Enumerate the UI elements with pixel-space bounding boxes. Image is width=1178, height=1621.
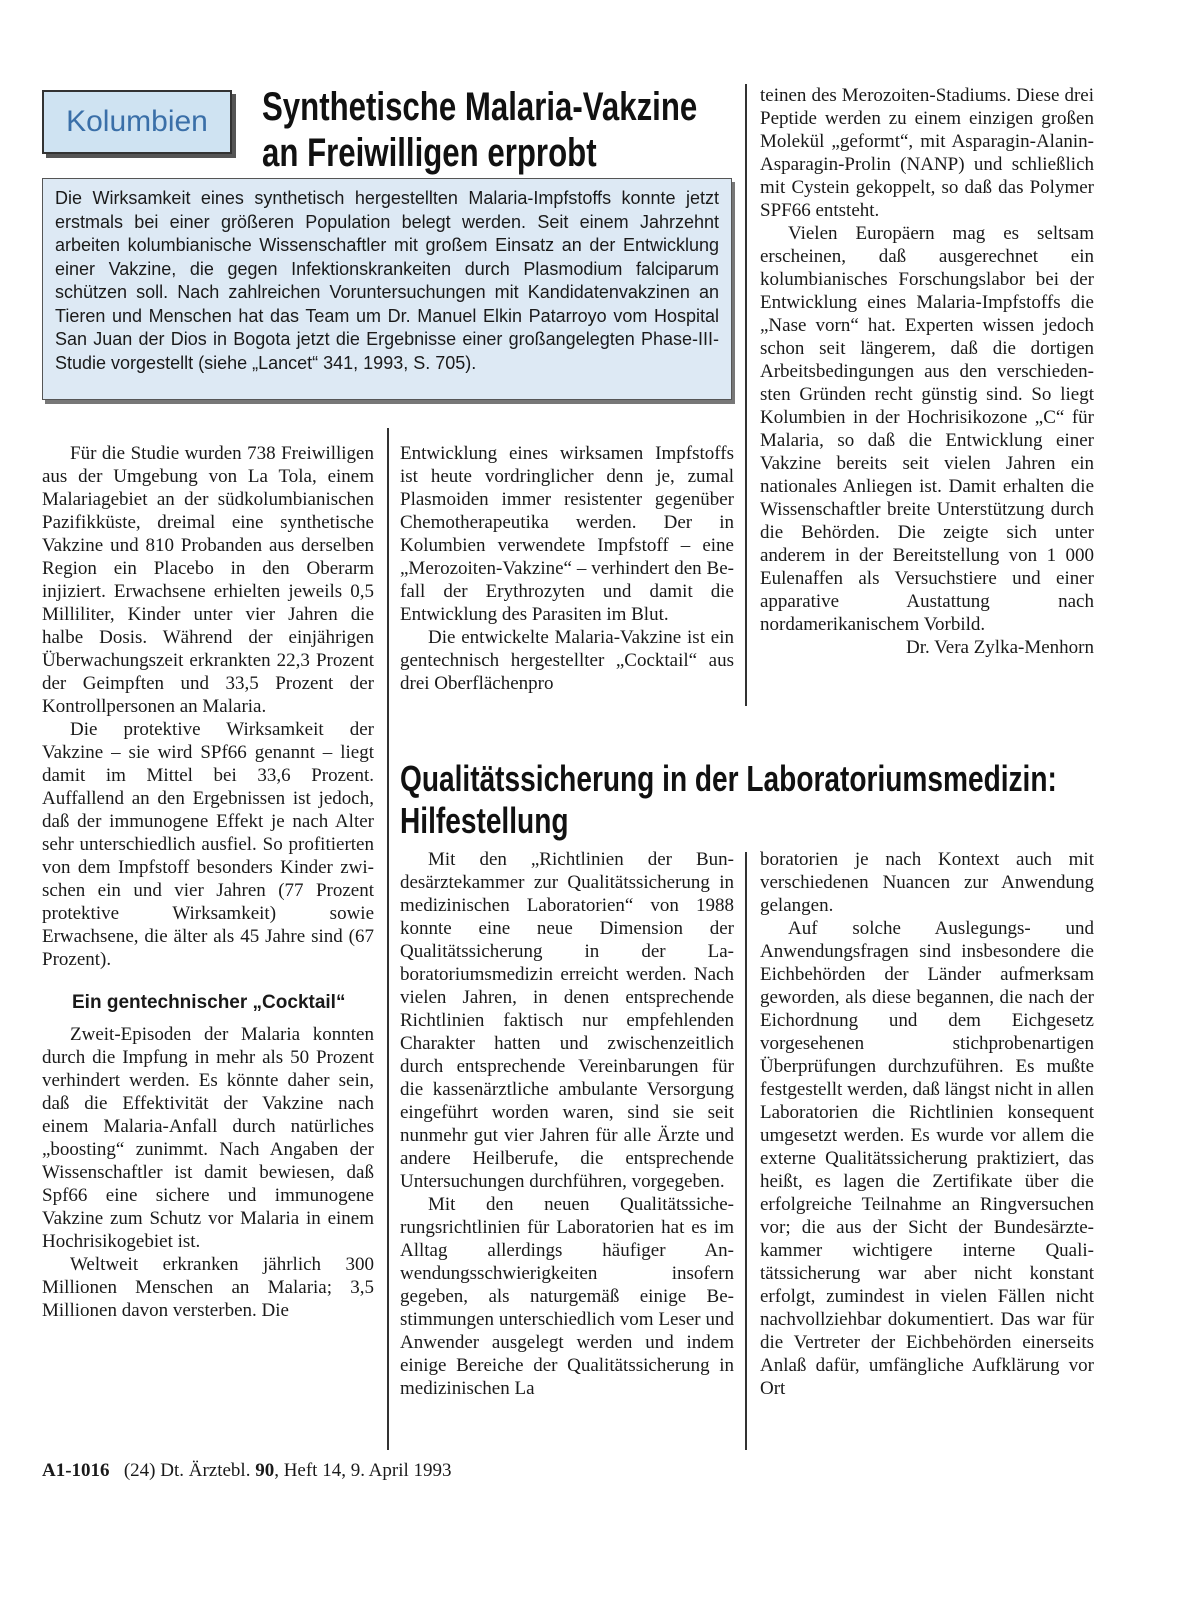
paragraph: teinen des Merozoiten-Stadiums. Diese drei Peptide werden zu einem einzigen großen Molekül „geformt“, mit Asparagin-Alanin-Asparagin-Prolin (NANP) und schließlich mit Cystein gekoppelt, so daß das Polymer SPF66 entsteht. <box>760 85 1094 221</box>
lead-box: Die Wirksamkeit eines synthetisch hergestellten Malaria-Impfstoffs konnte jetzt erstmals bei einer größeren Population belegt werden. Seit einem Jahrzehnt arbeiten kolumbianische Wissenschaftler mit großem Einsatz an der Entwicklung einer Vakzine, die gegen Infektionskrankeiten durch Plasmodium falciparum schützen soll. Nach zahlreichen Voruntersuchungen mit Kandidatenvakzinen an Tieren und Menschen hat das Team um Dr. Manuel Elkin Patarroyo vom Hospital San Juan der Dios in Bogota jetzt die Ergebnisse einer großangelegten Phase-III-Studie vorgestellt (siehe „Lancet“ 341, 1993, S. 705). <box>42 178 732 400</box>
page-footer <box>42 1460 452 1482</box>
column-rule <box>387 428 389 1450</box>
section-tag <box>42 90 232 154</box>
subheading: Ein gentechnischer „Cocktail“ <box>72 992 346 1013</box>
issue-date: , Heft 14, 9. April 1993 <box>274 1460 452 1481</box>
article2-title: Qualitätssicherung in der Laboratoriumsmedizin: Hilfestellung <box>400 758 1057 841</box>
article-title-line2: an Freiwilligen erprobt <box>262 131 597 175</box>
article-title <box>262 84 698 176</box>
paragraph: Weltweit erkranken jährlich 300 Millionen Menschen an Malaria; 3,5 Millionen davon versterben. Die <box>42 1254 374 1321</box>
article1-column1 <box>42 442 374 1322</box>
paragraph: Zweit-Episoden der Malaria konnten durch die Impfung in mehr als 50 Prozent verhindert werden. Es könnte daher sein, daß die Effektivität der Vakzine nach einem Malaria-Anfall durch natürliches „boosting“ zunimmt. Nach Angaben der Wissenschaftler ist damit bewiesen, daß Spf66 eine sichere und immunogene Vakzine zum Schutz vor Malaria in einem Hochrisikogebiet ist. <box>42 1024 374 1252</box>
section-tag-label: Kolumbien <box>66 105 208 138</box>
volume-number: 90 <box>255 1460 275 1481</box>
paragraph: Die entwickelte Malaria-Vakzine ist ein gentechnisch hergestellter „Cocktail“ aus drei Oberflächenpro <box>400 627 734 694</box>
journal-name: (24) Dt. Ärztebl. <box>123 1460 251 1481</box>
page-code: A1-1016 <box>42 1460 110 1481</box>
paragraph: Für die Studie wurden 738 Freiwilligen aus der Umgebung von La Tola, einem Malariagebiet an der südkolumbianischen Pazifikküste, dreimal eine synthetische Vakzine und 810 Probanden aus derselben Region ein Placebo in den Oberarm injiziert. Erwachsene erhielten jeweils 0,5 Milliliter, Kinder unter vier Jahren die halbe Dosis. Während der einjährigen Überwachungszeit erkrankten 22,3 Prozent der Geimpften und 33,5 Prozent der Kontrollpersonen an Malaria. <box>42 443 374 717</box>
column-rule <box>745 84 747 706</box>
article1-column2 <box>400 442 734 695</box>
article1-column3 <box>760 84 1094 659</box>
paragraph: Die protektive Wirksamkeit der Vakzine – sie wird SPf66 genannt – liegt damit im Mittel bei 33,6 Prozent. Auffallend an den Ergebnissen ist jedoch, daß der immunogene Effekt je nach Alter sehr unterschiedlich ausfiel. So profitierten von dem Impfstoff besonders Kinder zwischen ein und vier Jahren (77 Prozent protektive Wirksamkeit) sowie Erwachsene, die älter als 45 Jahre sind (67 Prozent). <box>42 719 374 970</box>
article-title-line1: Synthetische Malaria-Vakzine <box>262 85 698 129</box>
column-rule <box>745 852 747 1450</box>
paragraph: Entwicklung eines wirksamen Impfstoffs ist heute vordringlicher denn je, zumal Plasmoiden immer resistenter gegenüber Chemotherapeutika werden. Der in Kolumbien verwendete Impfstoff – eine „Merozoiten-Vakzine“ – verhindert den Befall der Erythrozyten und damit die Entwicklung des Parasiten im Blut. <box>400 443 734 625</box>
paragraph: boratorien je nach Kontext auch mit verschiedenen Nuancen zur Anwendung gelangen. <box>760 849 1094 916</box>
article2-column2 <box>760 848 1094 1400</box>
paragraph: Mit den neuen Qualitätssicherungsrichtlinien für Laboratorien hat es im Alltag allerdings häufiger Anwendungsschwierigkeiten insofern gegeben, als naturgemäß einige Bestimmungen unterschiedlich vom Leser und Anwender ausgelegt werden und indem einige Bereiche der Qualitätssicherung in medizinischen La <box>400 1194 734 1399</box>
paragraph: Auf solche Auslegungs- und Anwendungsfragen sind insbesondere die Eichbehörden der Länder aufmerksam geworden, als diese begannen, die nach der Eichordnung und dem Eichgesetz vorgesehenen stichprobenartigen Überprüfungen durchzuführen. Es mußte festgestellt werden, daß längst nicht in allen Laboratorien die Richtlinien konsequent umgesetzt werden. Es wurde vor allem die externe Qualitätssicherung praktiziert, das heißt, es lagen die Zertifikate über die erfolgreiche Teilnahme an Ringversuchen vor; die aus der Sicht der Bundesärztekammer wichtigere interne Qualitätssicherung war aber nicht konstant erfolgt, zumindest in vielen Fällen nicht nachvollziehbar dokumentiert. Das war für die Vertreter der Eichbehörden einerseits Anlaß dafür, umfängliche Aufklärung vor Ort <box>760 918 1094 1399</box>
paragraph: Mit den „Richtlinien der Bundesärztekammer zur Qualitätssicherung in medizinischen Laboratorien“ von 1988 konnte eine neue Dimension der Qualitätssicherung in der Laboratoriumsmedizin erreicht werden. Nach vielen Jahren, in denen entsprechende Richtlinien faktisch nur empfehlenden Charakter hatten und zwischenzeitlich durch entsprechende Vereinbarungen für die kassenärztliche ambulante Versorgung eingeführt worden waren, sind sie seit nunmehr gut vier Jahren für alle Ärzte und andere Heilberufe, die entsprechende Untersuchungen durchführen, vorgegeben. <box>400 849 734 1192</box>
paragraph: Vielen Europäern mag es seltsam erscheinen, daß ausgerechnet ein kolumbianisches Forschungslabor bei der Entwicklung eines Malaria-Impfstoffs die „Nase vorn“ hat. Experten wissen jedoch schon seit längerem, daß die dortigen Arbeitsbedingungen aus den verschiedensten Gründen recht günstig sind. So liegt Kolumbien in der Hochrisikozone „C“ für Malaria, so daß die Entwicklung einer Vakzine bereits seit vielen Jahren ein nationales Anliegen ist. Damit erhalten die Wissenschaftler breite Unterstützung durch die Behörden. Die zeigte sich unter anderem in der Bereitstellung von 1 000 Eulenaffen als Versuchstiere und einer apparative Austattung nach nordamerikanischem Vorbild. <box>760 223 1094 635</box>
article2-column1 <box>400 848 734 1400</box>
author-signature: Dr. Vera Zylka-Menhorn <box>905 637 1094 658</box>
